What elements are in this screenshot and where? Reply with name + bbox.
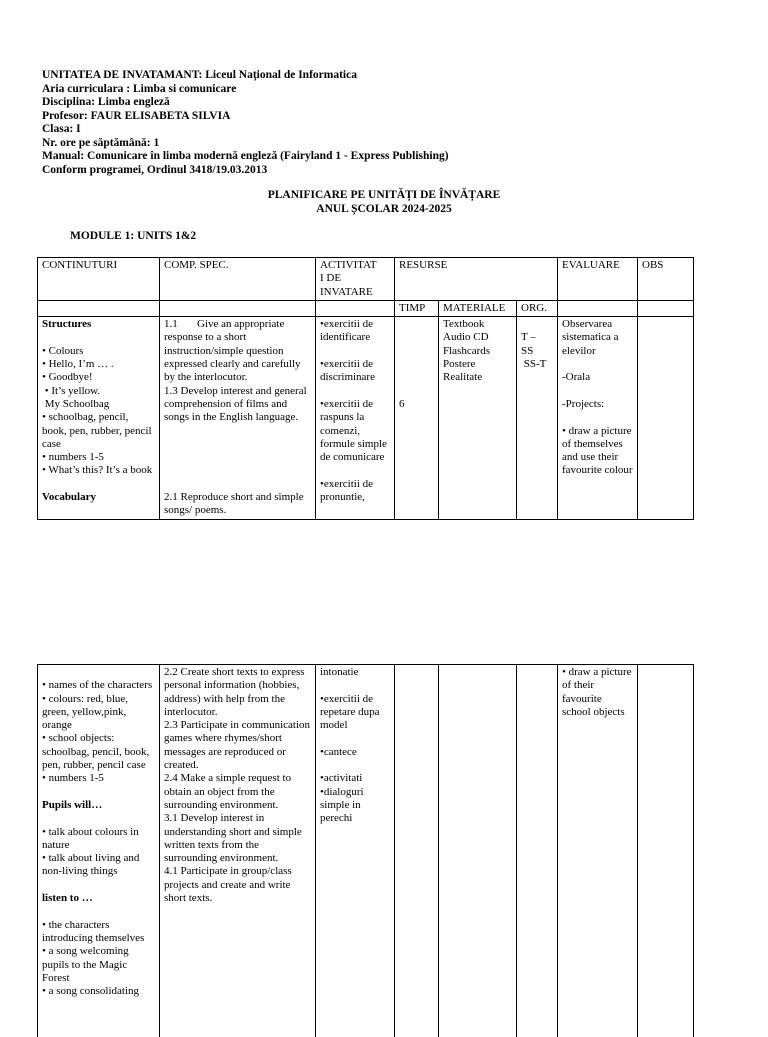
row2-continuturi xyxy=(38,665,160,1037)
row2-content-line: • talk about colours in nature xyxy=(42,825,142,851)
row2-content-line xyxy=(42,666,155,679)
row1-content-line: • numbers 1-5 xyxy=(42,451,104,464)
row1-content-line: • Hello, I’m … . xyxy=(42,358,114,371)
row1-content-line: My Schoolbag xyxy=(42,397,110,410)
header-obs: OBS xyxy=(638,258,694,301)
row1-content-line xyxy=(42,331,155,344)
subheader-empty-cell xyxy=(638,300,694,316)
header-line-discipline: Disciplina: Limba engleză xyxy=(42,96,170,108)
row2-obs xyxy=(638,665,694,1037)
subheader-org: ORG. xyxy=(517,300,558,316)
row1-content-line: • schoolbag, pencil, book, pen, rubber, pencil case xyxy=(42,411,155,450)
row2-content-line xyxy=(42,786,155,799)
header-line-programme: Conform programei, Ordinul 3418/19.03.2013 xyxy=(42,163,268,176)
row1-obs xyxy=(638,317,694,519)
row2-content-line xyxy=(42,905,155,918)
row2-content-line: • a song welcoming pupils to the Magic Forest xyxy=(42,945,132,984)
school-year: ANUL ȘCOLAR 2024-2025 xyxy=(316,203,452,215)
row2-content-line: • colours: red, blue, green, yellow,pink, orange xyxy=(42,692,131,732)
planning-table-part-2 xyxy=(37,664,694,1037)
row2-timp xyxy=(395,665,439,1037)
row1-content-line xyxy=(42,478,155,491)
document-header xyxy=(42,69,732,177)
row2-org xyxy=(517,665,558,1037)
row2-content-line: • school objects: schoolbag, pencil, book, pen, rubber, pencil case xyxy=(42,732,152,772)
module-heading: MODULE 1: UNITS 1&2 xyxy=(70,230,197,242)
header-activitati: ACTIVITAT I DE INVATARE xyxy=(316,258,395,301)
header-line-curricular-area: Aria curriculara : Limba si comunicare xyxy=(42,82,237,95)
row2-content-line: • numbers 1-5 xyxy=(42,772,104,785)
subheader-empty-cell xyxy=(558,300,638,316)
row2-content-line: listen to … xyxy=(42,892,93,905)
planning-table-part-1 xyxy=(37,257,694,520)
subheader-empty-cell xyxy=(316,300,395,316)
header-comp-spec: COMP. SPEC. xyxy=(160,258,316,301)
row1-content-line: • What’s this? It’s a book xyxy=(42,464,153,477)
subheader-empty-cell xyxy=(160,300,316,316)
header-line-hours: Nr. ore pe săptămână: 1 xyxy=(42,136,160,149)
header-line-class: Clasa: I xyxy=(42,123,81,135)
document-title: PLANIFICARE PE UNITĂȚI DE ÎNVĂȚARE xyxy=(267,189,501,201)
row1-org: T – SS SS-T xyxy=(517,317,558,519)
row2-content-line: • a song consolidating xyxy=(42,985,140,998)
header-resurse: RESURSE xyxy=(395,258,558,301)
subheader-materiale: MATERIALE xyxy=(439,300,517,316)
row2-materiale xyxy=(439,665,517,1037)
row1-content-line: • Goodbye! xyxy=(42,371,93,384)
row2-content-line: Pupils will… xyxy=(42,798,103,811)
header-continuturi: CONTINUTURI xyxy=(38,258,160,301)
row2-content-line xyxy=(42,812,155,825)
row1-timp: 6 xyxy=(395,317,439,519)
row1-content-line: Vocabulary xyxy=(42,491,96,504)
row1-content-line: • It’s yellow. xyxy=(42,384,101,397)
row1-content-line: • Colours xyxy=(42,344,84,357)
row1-materiale: Textbook Audio CD Flashcards Postere Realitate xyxy=(439,317,517,519)
row2-comp-spec: 2.2 Create short texts to express personal information (hobbies, address) with help from the interlocutor. 2.3 Participate in communication games where rhymes/short messages are reproduced or created. 2.4 Make a simple request to obtain an object from the surrounding environment. 3.1 Develop interest in understanding short and simple written texts from the surrounding environment. 4.1 Participate in group/class projects and create and write short texts. xyxy=(160,665,316,1037)
header-evaluare: EVALUARE xyxy=(558,258,638,301)
row1-evaluare: Observarea sistematica a elevilor -Orala -Projects: • draw a picture of themselves and use their favourite colour xyxy=(558,317,638,519)
row2-content-line: • the characters introducing themselves xyxy=(42,918,145,944)
row2-evaluare: • draw a picture of their favourite school objects xyxy=(558,665,638,1037)
row1-content-line: Structures xyxy=(42,318,92,331)
subheader-empty-cell xyxy=(38,300,160,316)
row1-activitati: •exercitii de identificare •exercitii de discriminare •exercitii de raspuns la comenzi, formule simple de comunicare •exercitii de pronuntie, xyxy=(316,317,395,519)
header-line-school: UNITATEA DE INVATAMANT: Liceul Național de Informatica xyxy=(42,69,357,81)
row2-content-line: • names of the characters xyxy=(42,679,153,692)
row1-continuturi xyxy=(38,317,160,519)
subheader-timp: TIMP xyxy=(395,300,439,316)
row2-content-line xyxy=(42,879,155,892)
header-line-teacher: Profesor: FAUR ELISABETA SILVIA xyxy=(42,109,231,122)
row2-content-line: • talk about living and non-living things xyxy=(42,852,143,878)
row1-comp-spec: 1.1 Give an appropriate response to a short instruction/simple question expressed clearly and carefully by the interlocutor. 1.3 Develop interest and general comprehension of films and songs in the English language. 2.1 Reproduce short and simple songs/ poems. xyxy=(160,317,316,519)
row2-activitati: intonatie •exercitii de repetare dupa model •cantece •activitati •dialoguri simple in perechi xyxy=(316,665,395,1037)
header-line-manual: Manual: Comunicare în limba modernă engleză (Fairyland 1 - Express Publishing) xyxy=(42,150,449,162)
